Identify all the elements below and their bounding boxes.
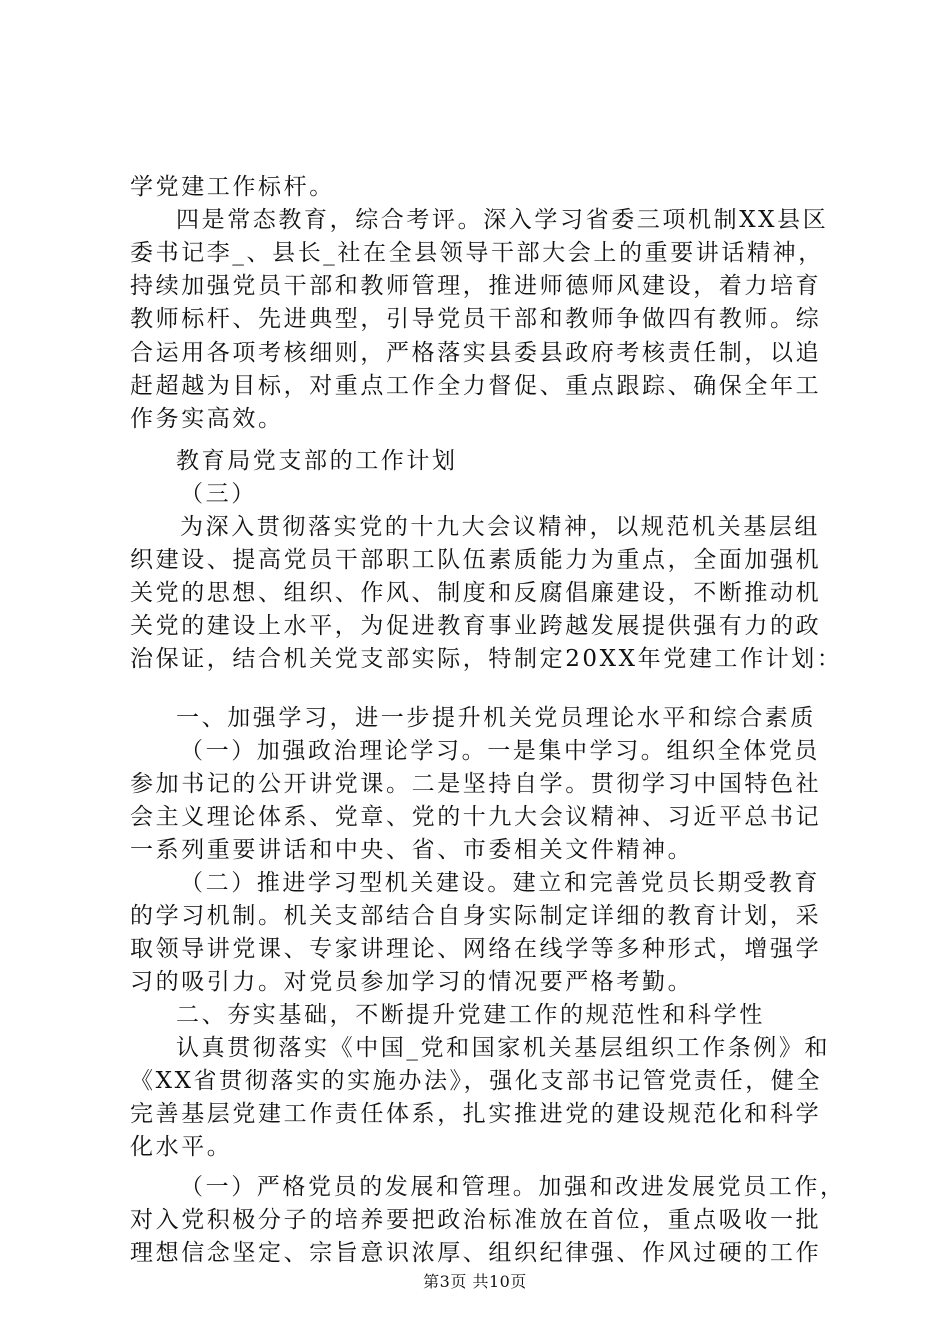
text-line: 教师标杆、先进典型，引导党员干部和教师争做四有教师。综	[130, 306, 822, 332]
text-line: 治保证，结合机关党支部实际，特制定20XX年党建工作计划：	[130, 646, 843, 672]
text-line: 《XX省贯彻落实的实施办法》，强化支部书记管党责任，健全	[130, 1068, 823, 1094]
text-line: 习的吸引力。对党员参加学习的情况要严格考勤。	[130, 969, 694, 995]
text-line: 委书记李_、县长_社在全县领导干部大会上的重要讲话精神，	[130, 240, 824, 266]
text-line: 赶超越为目标，对重点工作全力督促、重点跟踪、确保全年工	[130, 373, 822, 399]
text-line: 会主义理论体系、党章、党的十九大会议精神、习近平总书记	[130, 804, 822, 830]
text-line: 作务实高效。	[130, 406, 284, 432]
text-line: 取领导讲党课、专家讲理论、网络在线学等多种形式，增强学	[130, 936, 822, 962]
text-line: 参加书记的公开讲党课。二是坚持自学。贯彻学习中国特色社	[130, 771, 822, 797]
text-line: 织建设、提高党员干部职工队伍素质能力为重点，全面加强机	[130, 547, 822, 573]
text-line: 认真贯彻落实《中国_党和国家机关基层组织工作条例》和	[176, 1035, 831, 1061]
text-line: （一）严格党员的发展和管理。加强和改进发展党员工作，	[180, 1174, 846, 1200]
section-heading: 一、加强学习，进一步提升机关党员理论水平和综合素质	[176, 705, 816, 731]
text-line: 学党建工作标杆。	[130, 174, 335, 200]
page-number-footer: 第3页 共10页	[423, 1272, 527, 1291]
text-line: （二）推进学习型机关建设。建立和完善党员长期受教育	[180, 870, 820, 896]
text-line: 合运用各项考核细则，严格落实县委县政府考核责任制，以追	[130, 340, 822, 366]
text-line: 理想信念坚定、宗旨意识浓厚、组织纪律强、作风过硬的工作	[130, 1240, 822, 1266]
text-line: 持续加强党员干部和教师管理，推进师德师风建设，着力培育	[130, 273, 822, 299]
text-line: （一）加强政治理论学习。一是集中学习。组织全体党员	[180, 738, 820, 764]
text-line: 为深入贯彻落实党的十九大会议精神，以规范机关基层组	[180, 514, 820, 540]
text-line: 关党的思想、组织、作风、制度和反腐倡廉建设，不断推动机	[130, 580, 822, 606]
section-heading: 教育局党支部的工作计划	[176, 448, 458, 474]
section-number: （三）	[180, 481, 257, 507]
text-line: 四是常态教育，综合考评。深入学习省委三项机制XX县区	[176, 207, 829, 233]
section-heading: 二、夯实基础，不断提升党建工作的规范性和科学性	[176, 1002, 765, 1028]
text-line: 化水平。	[130, 1134, 233, 1160]
text-line: 一系列重要讲话和中央、省、市委相关文件精神。	[130, 837, 694, 863]
text-line: 完善基层党建工作责任体系，扎实推进党的建设规范化和科学	[130, 1101, 822, 1127]
text-line: 的学习机制。机关支部结合自身实际制定详细的教育计划，采	[130, 903, 822, 929]
text-line: 对入党积极分子的培养要把政治标准放在首位，重点吸收一批	[130, 1207, 822, 1233]
text-line: 关党的建设上水平，为促进教育事业跨越发展提供强有力的政	[130, 613, 822, 639]
